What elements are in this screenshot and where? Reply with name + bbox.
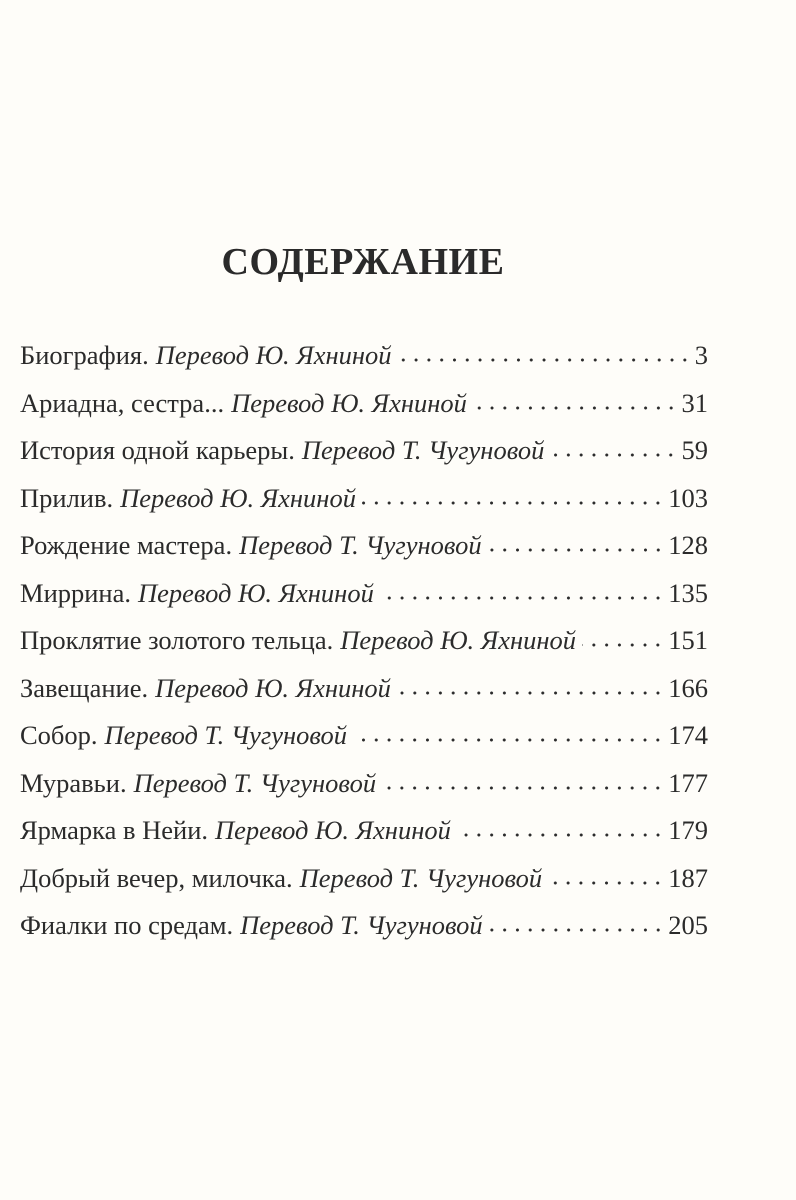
toc-entry-page-number: 103 (668, 482, 708, 513)
toc-entry-page-number: 135 (668, 577, 708, 608)
toc-entry-translator: Перевод Т. Чугуновой (239, 530, 482, 560)
dot-leader (582, 642, 664, 648)
toc-entry (20, 576, 708, 624)
toc-entry (20, 671, 708, 719)
toc-entry-page-number: 177 (668, 767, 708, 798)
toc-entry-title: Рождение мастера. (20, 530, 233, 560)
dot-leader (548, 880, 664, 886)
toc-entry-translator: Перевод Ю. Яхниной (340, 625, 577, 655)
toc-entry (20, 718, 708, 766)
toc-entry-page-number: 59 (681, 435, 708, 465)
page-title: СОДЕРЖАНИЕ (221, 241, 505, 283)
toc-entry (20, 338, 708, 386)
toc-entry-title: Добрый вечер, милочка. (20, 862, 293, 893)
toc-entry (20, 908, 708, 956)
toc-entry-translator: Перевод Ю. Яхниной (155, 672, 391, 703)
toc-entry-page-number: 205 (668, 910, 708, 940)
dot-leader (397, 690, 664, 696)
toc-entry (20, 433, 708, 481)
toc-entry-translator: Перевод Ю. Яхниной (138, 577, 374, 608)
toc-entry-translator: Перевод Ю. Яхниной (231, 387, 467, 418)
toc-entry-page-number: 187 (668, 862, 708, 893)
dot-leader (473, 405, 678, 411)
toc-entry-title: Ярмарка в Нейи. (20, 815, 209, 845)
toc-entry-translator: Перевод Т. Чугуновой (104, 720, 348, 750)
toc-entry-title: Муравьи. (20, 767, 127, 798)
toc-entry-translator: Перевод Т. Чугуновой (133, 767, 377, 798)
toc-entry (20, 766, 708, 814)
toc-entry-translator: Перевод Ю. Яхниной (120, 482, 356, 513)
toc-entry-page-number: 3 (694, 340, 708, 370)
toc-entry (20, 481, 708, 529)
dot-leader (398, 357, 691, 363)
toc-entry-page-number: 128 (668, 530, 708, 560)
dot-leader (380, 595, 664, 601)
dot-leader (488, 547, 665, 553)
dot-leader (489, 927, 665, 933)
toc-entry-translator: Перевод Ю. Яхниной (215, 815, 451, 845)
toc-entry-page-number: 179 (668, 815, 708, 845)
toc-entry-title: Собор. (20, 720, 98, 750)
toc-entry-title: Миррина. (20, 577, 131, 608)
toc-entry-translator: Перевод Т. Чугуновой (299, 862, 543, 893)
toc-entry-translator: Перевод Т. Чугуновой (301, 435, 545, 465)
toc-entry-page-number: 166 (668, 672, 708, 703)
toc-entry-title: Завещание. (20, 672, 149, 703)
toc-entry (20, 813, 708, 861)
table-of-contents (20, 338, 708, 956)
dot-leader (457, 832, 664, 838)
dot-leader (550, 452, 677, 458)
toc-entry-title: Прилив. (20, 482, 114, 513)
toc-entry-translator: Перевод Т. Чугуновой (240, 910, 483, 940)
toc-entry-page-number: 31 (681, 387, 708, 418)
toc-entry (20, 386, 708, 434)
toc-entry-title: Биография. (20, 340, 149, 370)
toc-entry-title: Фиалки по средам. (20, 910, 234, 940)
toc-entry-title: Проклятие золотого тельца. (20, 625, 334, 655)
dot-leader (362, 500, 664, 506)
toc-entry (20, 861, 708, 909)
toc-entry-translator: Перевод Ю. Яхниной (155, 340, 392, 370)
toc-entry (20, 623, 708, 671)
toc-entry-page-number: 174 (668, 720, 708, 750)
dot-leader (353, 737, 664, 743)
toc-entry (20, 528, 708, 576)
toc-entry-page-number: 151 (668, 625, 708, 655)
toc-entry-title: Ариадна, сестра... (20, 387, 225, 418)
toc-entry-title: История одной карьеры. (20, 435, 295, 465)
dot-leader (382, 785, 664, 791)
